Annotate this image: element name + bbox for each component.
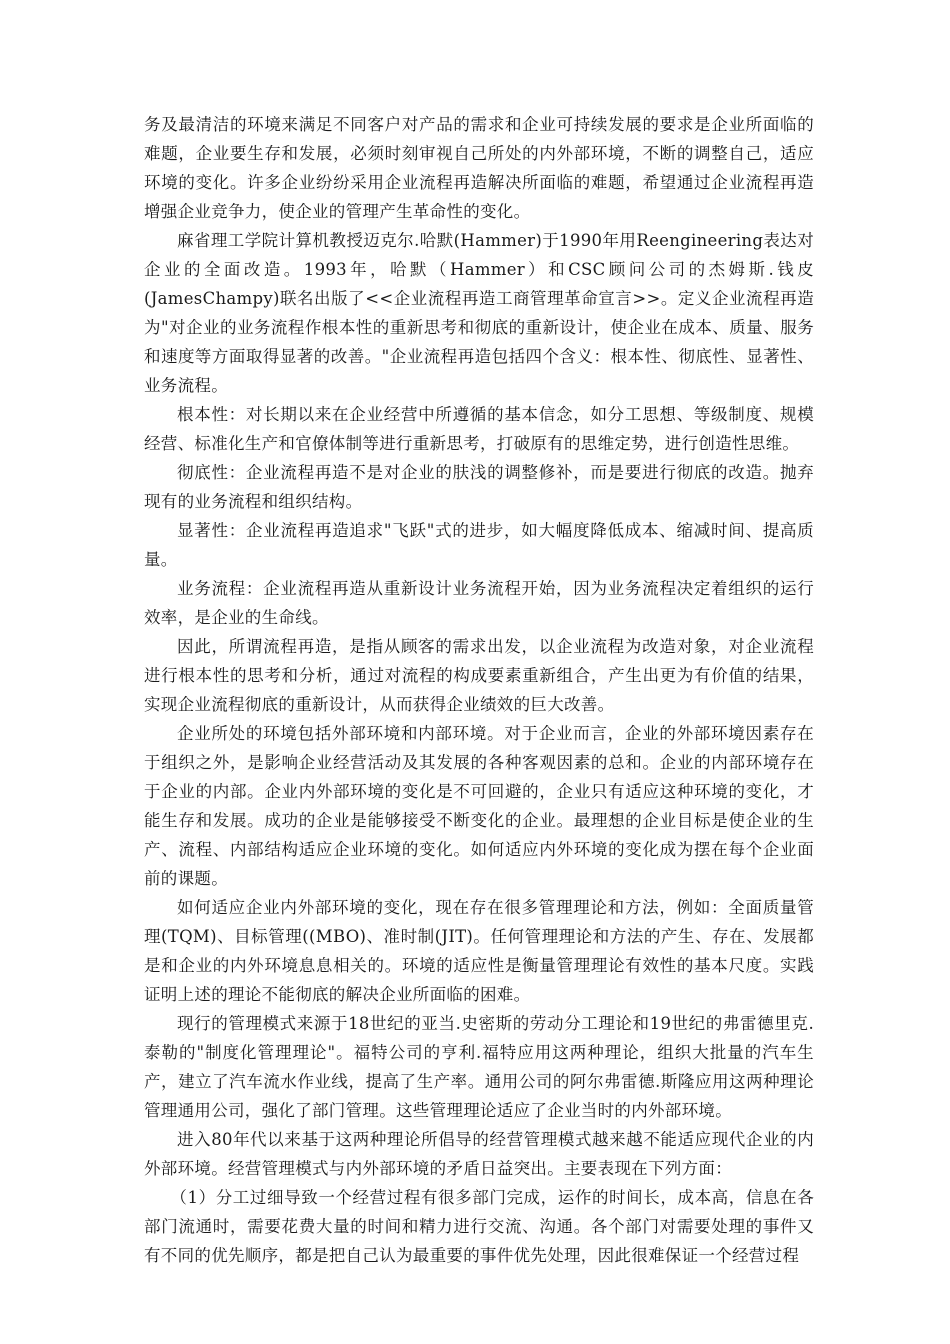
paragraph-hammer-reengineering: 麻省理工学院计算机教授迈克尔.哈默(Hammer)于1990年用Reengineering表达对企业的全面改造。1993年，哈默（Hammer）和CSC顾问公司的杰姆斯.钱皮(JamesChampy)联名出版了<<企业流程再造工商管理革命宣言>>。定义企业流程再造为"对企业的业务流程作根本性的重新思考和彻底的重新设计，使企业在成本、质量、服务和速度等方面取得显著的改善。"企业流程再造包括四个含义：根本性、彻底性、显著性、业务流程。	[144, 231, 814, 395]
paragraph-dramatic: 显著性：企业流程再造追求"飞跃"式的进步，如大幅度降低成本、缩减时间、提高质量。	[144, 521, 814, 569]
paragraph-radical: 彻底性：企业流程再造不是对企业的肤浅的调整修补，而是要进行彻底的改造。抛弃现有的业务流程和组织结构。	[144, 463, 814, 511]
paragraph-fundamental: 根本性：对长期以来在企业经营中所遵循的基本信念，如分工思想、等级制度、规模经营、标准化生产和官僚体制等进行重新思考，打破原有的思维定势，进行创造性思维。	[144, 405, 814, 453]
list-item-1: （1）分工过细导致一个经营过程有很多部门完成，运作的时间长，成本高，信息在各部门流通时，需要花费大量的时间和精力进行交流、沟通。各个部门对需要处理的事件又有不同的优先顺序，都是把自己认为最重要的事件优先处理，因此很难保证一个经营过程	[144, 1188, 814, 1265]
document-body	[144, 110, 814, 1270]
paragraph-current-model: 现行的管理模式来源于18世纪的亚当.史密斯的劳动分工理论和19世纪的弗雷德里克.泰勒的"制度化管理理论"。福特公司的亨利.福特应用这两种理论，组织大批量的汽车生产，建立了汽车流水作业线，提高了生产率。通用公司的阿尔弗雷德.斯隆应用这两种理论管理通用公司，强化了部门管理。这些管理理论适应了企业当时的内外部环境。	[144, 1014, 814, 1120]
paragraph-definition: 因此，所谓流程再造，是指从顾客的需求出发，以企业流程为改造对象，对企业流程进行根本性的思考和分析，通过对流程的构成要素重新组合，产生出更为有价值的结果，实现企业流程彻底的重新设计，从而获得企业绩效的巨大改善。	[144, 637, 814, 714]
paragraph-management-theories: 如何适应企业内外部环境的变化，现在存在很多管理理论和方法，例如：全面质量管理(TQM)、目标管理((MBO)、准时制(JIT)。任何管理理论和方法的产生、存在、发展都是和企业的内外环境息息相关的。环境的适应性是衡量管理理论有效性的基本尺度。实践证明上述的理论不能彻底的解决企业所面临的困难。	[144, 898, 814, 1004]
paragraph-continued-intro: 务及最清洁的环境来满足不同客户对产品的需求和企业可持续发展的要求是企业所面临的难题，企业要生存和发展，必须时刻审视自己所处的内外部环境，不断的调整自己，适应环境的变化。许多企业纷纷采用企业流程再造解决所面临的难题，希望通过企业流程再造增强企业竞争力，使企业的管理产生革命性的变化。	[144, 115, 814, 221]
paragraph-environment: 企业所处的环境包括外部环境和内部环境。对于企业而言，企业的外部环境因素存在于组织之外，是影响企业经营活动及其发展的各种客观因素的总和。企业的内部环境存在于企业的内部。企业内外部环境的变化是不可回避的，企业只有适应这种环境的变化，才能生存和发展。成功的企业是能够接受不断变化的企业。最理想的企业目标是使企业的生产、流程、内部结构适应企业环境的变化。如何适应内外环境的变化成为摆在每个企业面前的课题。	[144, 724, 814, 888]
paragraph-since-80s: 进入80年代以来基于这两种理论所倡导的经营管理模式越来越不能适应现代企业的内外部环境。经营管理模式与内外部环境的矛盾日益突出。主要表现在下列方面：	[144, 1130, 814, 1178]
paragraph-business-process: 业务流程：企业流程再造从重新设计业务流程开始，因为业务流程决定着组织的运行效率，是企业的生命线。	[144, 579, 814, 627]
